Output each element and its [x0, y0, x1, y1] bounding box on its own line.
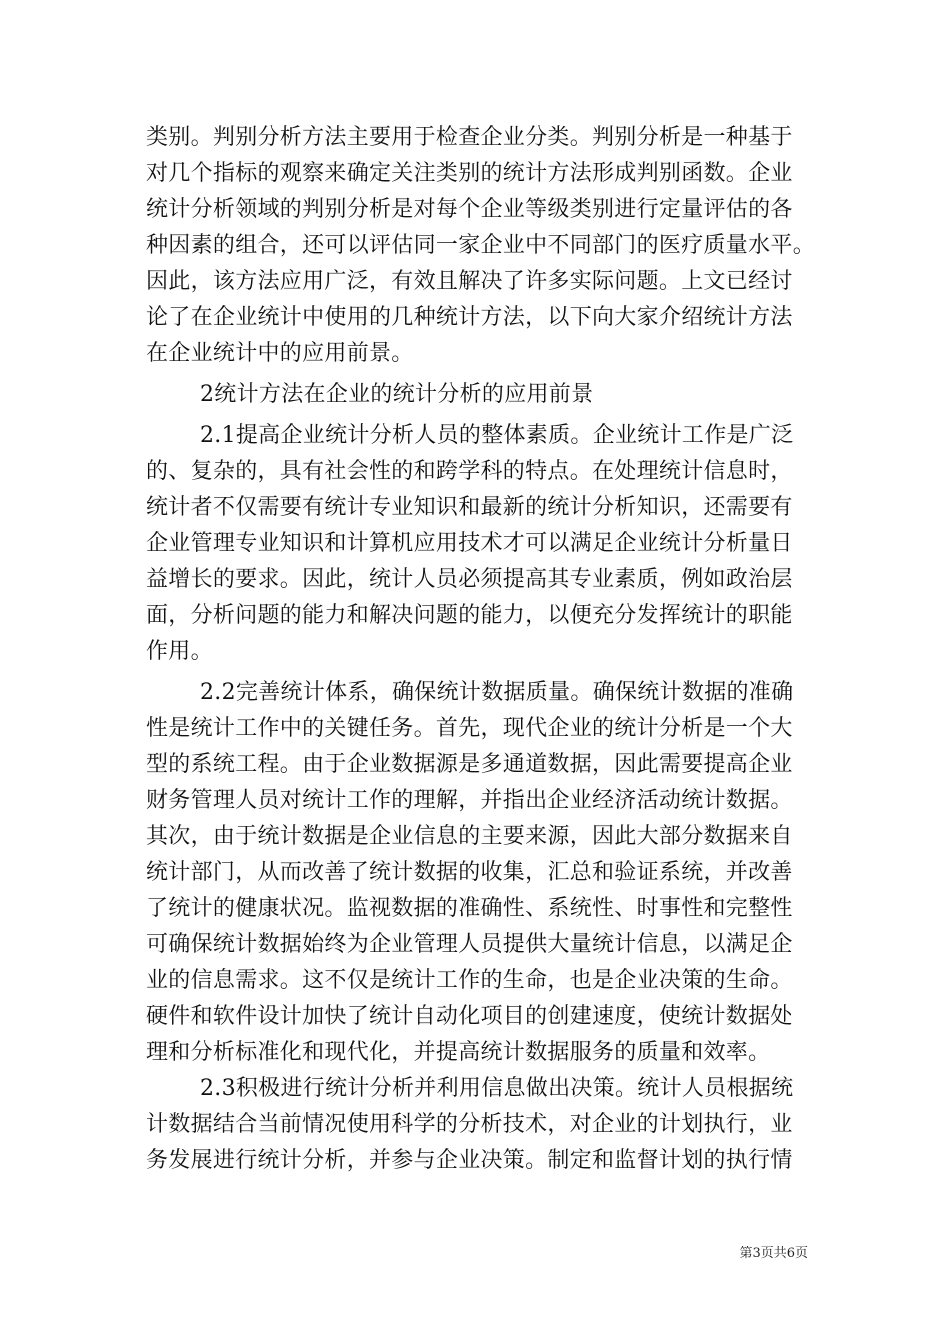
paragraph-2-2 [146, 675, 806, 1071]
text-line: 可确保统计数据始终为企业管理人员提供大量统计信息，以满足企 [146, 932, 793, 957]
text-line: 因此，该方法应用广泛，有效且解决了许多实际问题。上文已经讨 [146, 269, 793, 294]
text-line: 硬件和软件设计加快了统计自动化项目的创建速度，使统计数据处 [146, 1004, 793, 1029]
text-line: 统计者不仅需要有统计专业知识和最新的统计分析知识，还需要有 [146, 495, 793, 520]
text-line: 的、复杂的，具有社会性的和跨学科的特点。在处理统计信息时， [146, 459, 793, 484]
page-number: 第3页共6页 [739, 1246, 808, 1261]
text-line: 性是统计工作中的关键任务。首先，现代企业的统计分析是一个大 [146, 716, 793, 741]
text-line: 务发展进行统计分析，并参与企业决策。制定和监督计划的执行情 [146, 1148, 793, 1173]
text-line: 益增长的要求。因此，统计人员必须提高其专业素质，例如政治层 [146, 567, 793, 592]
text-line: 类别。判别分析方法主要用于检查企业分类。判别分析是一种基于 [146, 125, 793, 150]
paragraph-discriminant-analysis [146, 120, 816, 372]
text-line: 型的系统工程。由于企业数据源是多通道数据，因此需要提高企业 [146, 752, 793, 777]
text-line: 作用。 [146, 639, 213, 664]
section-heading: 2统计方法在企业的统计分析的应用前景 [200, 382, 594, 407]
text-line: 2.1提高企业统计分析人员的整体素质。企业统计工作是广泛 [200, 423, 794, 448]
text-line: 了统计的健康状况。监视数据的准确性、系统性、时事性和完整性 [146, 896, 793, 921]
text-line: 2.2完善统计体系，确保统计数据质量。确保统计数据的准确 [200, 680, 794, 705]
text-line: 面，分析问题的能力和解决问题的能力，以便充分发挥统计的职能 [146, 603, 793, 628]
text-line: 统计部门，从而改善了统计数据的收集，汇总和验证系统，并改善 [146, 860, 793, 885]
text-line: 理和分析标准化和现代化，并提高统计数据服务的质量和效率。 [146, 1040, 771, 1065]
text-line: 对几个指标的观察来确定关注类别的统计方法形成判别函数。企业 [146, 161, 793, 186]
paragraph-2-1 [146, 418, 806, 670]
text-line: 计数据结合当前情况使用科学的分析技术，对企业的计划执行，业 [146, 1112, 793, 1137]
text-line: 业的信息需求。这不仅是统计工作的生命，也是企业决策的生命。 [146, 968, 793, 993]
text-line: 论了在企业统计中使用的几种统计方法，以下向大家介绍统计方法 [146, 305, 793, 330]
text-line: 在企业统计中的应用前景。 [146, 341, 414, 366]
text-line: 2.3积极进行统计分析并利用信息做出决策。统计人员根据统 [200, 1076, 794, 1101]
paragraph-2-3 [146, 1071, 806, 1179]
text-line: 统计分析领域的判别分析是对每个企业等级类别进行定量评估的各 [146, 197, 793, 222]
text-line: 种因素的组合，还可以评估同一家企业中不同部门的医疗质量水平。 [146, 233, 816, 258]
text-line: 企业管理专业知识和计算机应用技术才可以满足企业统计分析量日 [146, 531, 793, 556]
text-line: 其次，由于统计数据是企业信息的主要来源，因此大部分数据来自 [146, 824, 793, 849]
text-line: 财务管理人员对统计工作的理解，并指出企业经济活动统计数据。 [146, 788, 793, 813]
body-text [146, 120, 816, 1179]
